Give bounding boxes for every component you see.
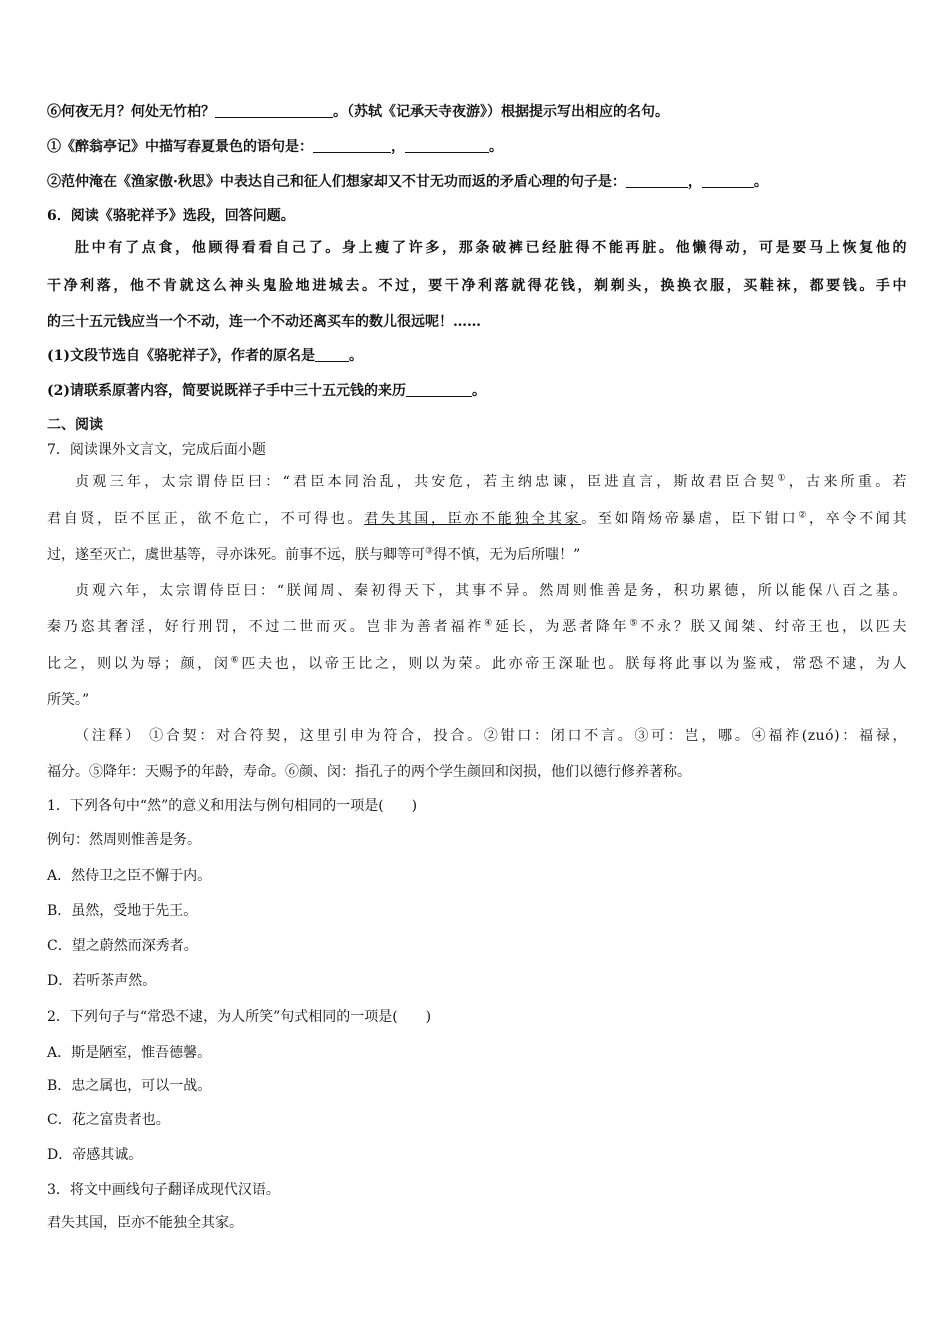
answer-blank[interactable] xyxy=(315,347,349,362)
section-title: 二、阅读 xyxy=(47,417,103,433)
question-2: 2．下列句子与“常恐不逮，为人所笑”句式相同的一项是( ) xyxy=(47,1009,432,1025)
q7-heading: 7．阅读课外文言文，完成后面小题 xyxy=(47,442,266,458)
q6-sub2: (2)请联系原著内容，简要说既祥子手中三十五元钱的来历 。 xyxy=(47,383,486,399)
passage-2-line-2: 秦乃恣其奢淫，好行刑罚，不过二世而灭。岂非为善者福祚④延长，为恶者降年⑤不永？朕又闻桀、纣帝王也，以匹夫 xyxy=(47,618,908,635)
question-1: 1．下列各句中“然”的意义和用法与例句相同的一项是( ) xyxy=(47,798,418,814)
answer-blank[interactable] xyxy=(405,138,489,153)
answer-blank[interactable] xyxy=(313,138,391,153)
q6-passage-line-3: 的三十五元钱应当一个不动，连一个不动还离买车的数儿很远呢！…… xyxy=(47,314,481,330)
question-2-option-a[interactable]: A．斯是陋室，惟吾德馨。 xyxy=(47,1045,212,1061)
fill-in-q6: ⑥何夜无月？何处无竹柏？ 。（苏轼《记承天寺夜游》）根据提示写出相应的名句。 xyxy=(47,104,669,120)
question-3-sentence: 君失其国，臣亦不能独全其家。 xyxy=(47,1215,243,1231)
answer-blank[interactable] xyxy=(626,173,688,188)
question-3: 3．将文中画线句子翻译成现代汉语。 xyxy=(47,1182,280,1198)
question-2-option-d[interactable]: D．帝感其诚。 xyxy=(47,1147,143,1163)
q6-passage-line-1: 肚中有了点食，他顾得看看自己了。身上瘦了许多，那条破裤已经脏得不能再脏。他懒得动，可是要马上恢复他的 xyxy=(75,240,907,256)
question-1-option-c[interactable]: C．望之蔚然而深秀者。 xyxy=(47,938,198,954)
notes-line-2: 福分。⑤降年：天赐予的年龄，寿命。⑥颜、闵：指孔子的两个学生颜回和闵损，他们以德行修养著称。 xyxy=(47,764,691,780)
passage-1-line-1: 贞观三年，太宗谓侍臣曰：“君臣本同治乱，共安危，若主纳忠谏，臣进直言，斯故君臣合契①，古来所重。若 xyxy=(75,473,908,490)
fill-in-q1: ①《醉翁亭记》中描写春夏景色的语句是： ， 。 xyxy=(47,139,503,155)
q6-passage-line-2: 干净利落，他不肯就这么神头鬼脸地进城去。不过，要干净利落就得花钱，剃剃头，换换衣服，买鞋袜，都要钱。手中 xyxy=(47,278,907,294)
passage-1-line-3: 过，遂至灭亡，虞世基等，寻亦诛死。前事不远，朕与卿等可③得不慎，无为后所嗤！” xyxy=(47,546,581,563)
answer-blank[interactable] xyxy=(702,173,754,188)
question-1-option-b[interactable]: B．虽然，受地于先王。 xyxy=(47,903,198,919)
question-1-option-d[interactable]: D．若听茶声然。 xyxy=(47,973,157,989)
question-1-example: 例句：然周则惟善是务。 xyxy=(47,832,201,848)
notes-line-1: （注释） ①合契：对合符契，这里引申为符合，投合。②钳口：闭口不言。③可：岂，哪。④福祚(zuó)：福禄， xyxy=(75,728,907,744)
passage-2-line-1: 贞观六年，太宗谓侍臣曰：“朕闻周、秦初得天下，其事不异。然周则惟善是务，积功累德，所以能保八百之基。 xyxy=(75,583,907,599)
answer-blank[interactable] xyxy=(215,103,333,118)
passage-2-line-3: 比之，则以为辱；颜，闵⑥匹夫也，以帝王比之，则以为荣。此亦帝王深耻也。朕每将此事以为鉴戒，常恐不逮，为人 xyxy=(47,655,907,672)
answer-blank[interactable] xyxy=(406,382,472,397)
question-2-option-c[interactable]: C．花之富贵者也。 xyxy=(47,1112,170,1128)
question-1-option-a[interactable]: A．然侍卫之臣不懈于内。 xyxy=(47,868,212,884)
underlined-sentence: 君失其国，臣亦不能独全其家 xyxy=(364,511,582,527)
question-2-option-b[interactable]: B．忠之属也，可以一战。 xyxy=(47,1078,212,1094)
passage-2-line-4: 所笑。” xyxy=(47,692,90,708)
passage-1-line-2: 君自贤，臣不匡正，欲不危亡，不可得也。君失其国，臣亦不能独全其家。至如隋炀帝暴虐，臣下钳口②，卒令不闻其 xyxy=(47,510,908,527)
q6-sub1: (1)文段节选自《骆驼祥子》，作者的原名是 。 xyxy=(47,348,363,364)
q6-heading: 6．阅读《骆驼祥予》选段，回答问题。 xyxy=(47,208,295,224)
fill-in-q2: ②范仲淹在《渔家傲·秋思》中表达自己和征人们想家却又不甘无功而返的矛盾心理的句子是： ， 。 xyxy=(47,174,768,190)
